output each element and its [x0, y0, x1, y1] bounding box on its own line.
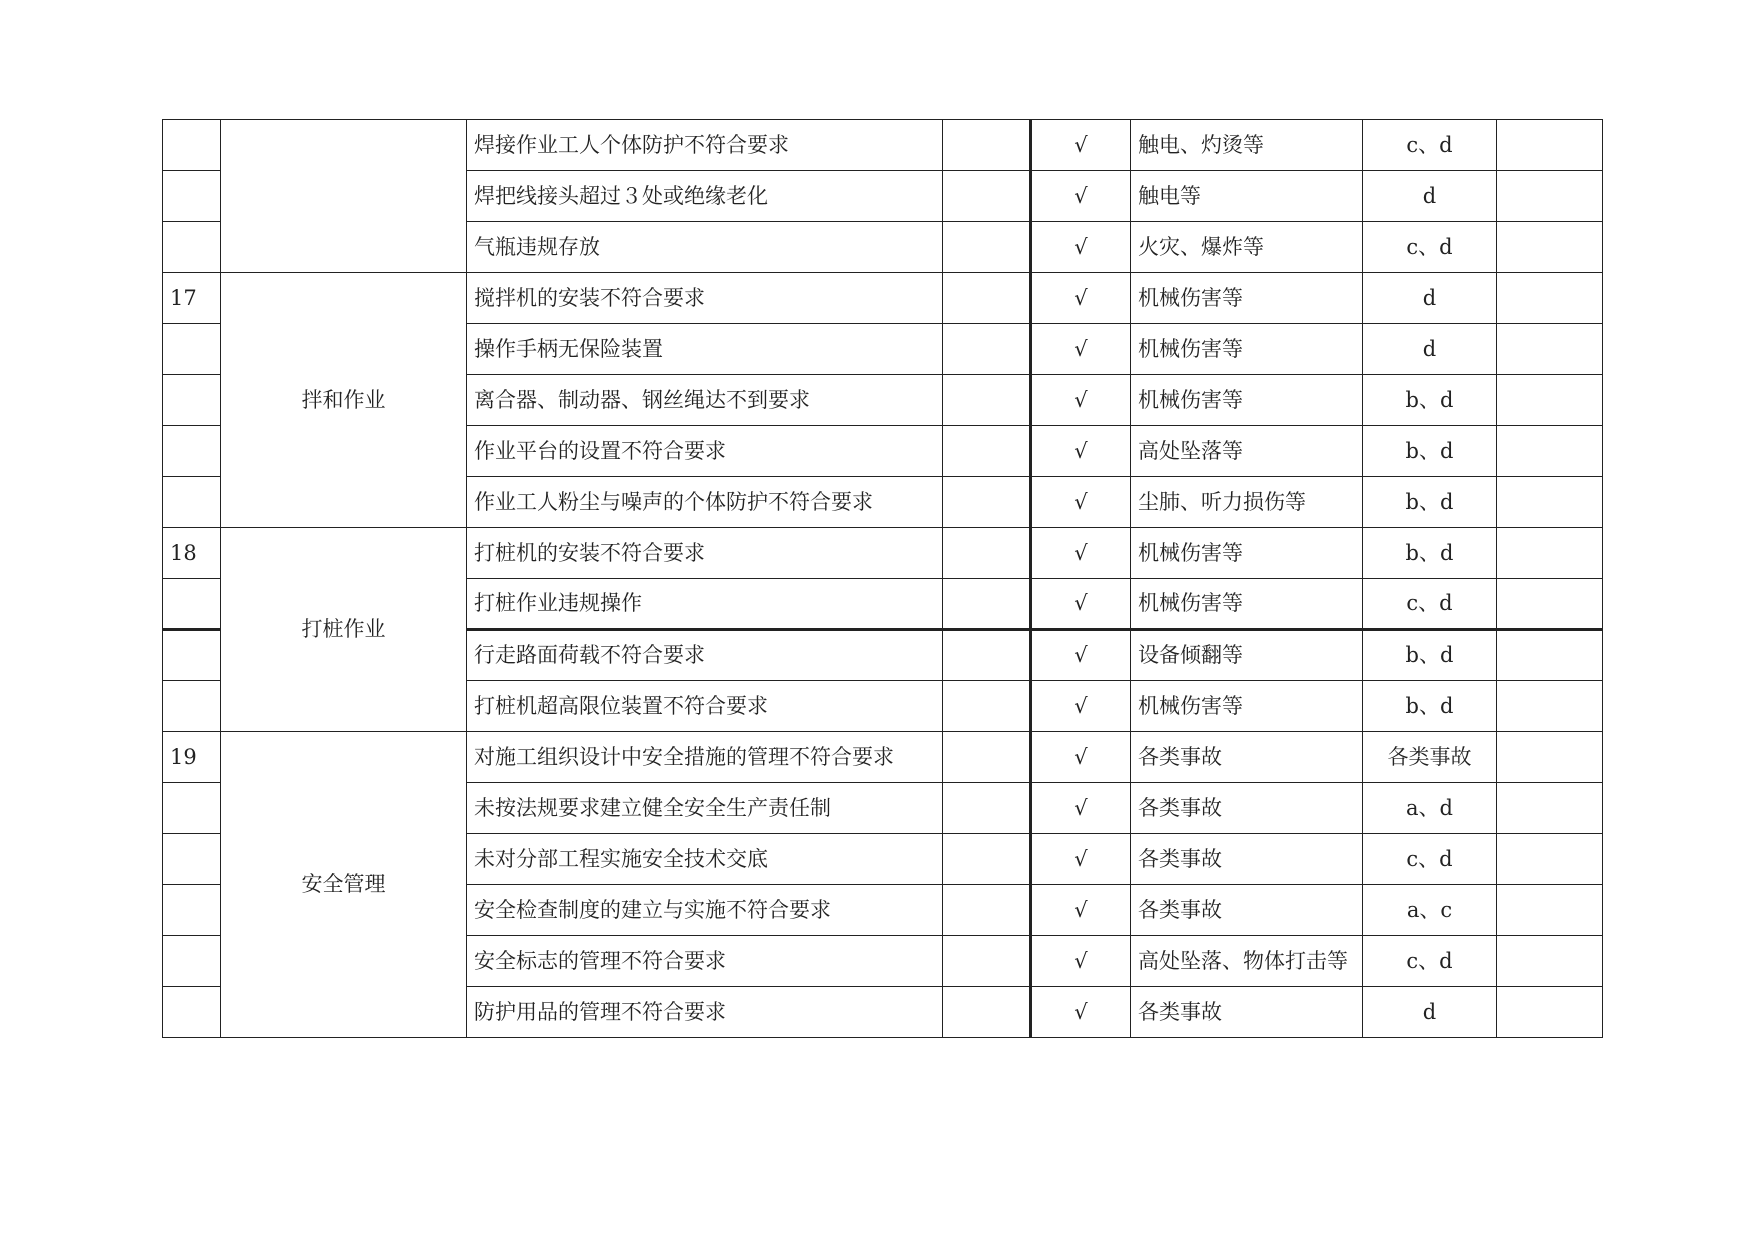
- remarks-cell: [1497, 222, 1603, 273]
- blank-cell: [943, 477, 1031, 528]
- hazard-description-cell: 对施工组织设计中安全措施的管理不符合要求: [467, 732, 943, 783]
- hazard-code-cell: c、d: [1363, 936, 1497, 987]
- check-mark-cell: √: [1031, 987, 1131, 1038]
- blank-cell: [943, 579, 1031, 630]
- row-number-cell: 17: [163, 273, 221, 324]
- table-row: [163, 732, 1603, 783]
- possible-accident-cell: 高处坠落等: [1131, 426, 1363, 477]
- table-row: [163, 120, 1603, 171]
- remarks-cell: [1497, 528, 1603, 579]
- check-mark-cell: √: [1031, 834, 1131, 885]
- check-mark-cell: √: [1031, 732, 1131, 783]
- hazard-description-cell: 安全检查制度的建立与实施不符合要求: [467, 885, 943, 936]
- check-mark-cell: √: [1031, 273, 1131, 324]
- possible-accident-cell: 设备倾翻等: [1131, 630, 1363, 681]
- row-number-cell: [163, 426, 221, 477]
- check-mark-cell: √: [1031, 120, 1131, 171]
- possible-accident-cell: 尘肺、听力损伤等: [1131, 477, 1363, 528]
- remarks-cell: [1497, 885, 1603, 936]
- hazard-description-cell: 焊把线接头超过３处或绝缘老化: [467, 171, 943, 222]
- possible-accident-cell: 触电、灼烫等: [1131, 120, 1363, 171]
- category-cell: 拌和作业: [221, 273, 467, 528]
- category-cell: 打桩作业: [221, 528, 467, 732]
- possible-accident-cell: 各类事故: [1131, 783, 1363, 834]
- hazard-description-cell: 未对分部工程实施安全技术交底: [467, 834, 943, 885]
- remarks-cell: [1497, 987, 1603, 1038]
- row-number-cell: [163, 834, 221, 885]
- hazard-code-cell: c、d: [1363, 222, 1497, 273]
- hazard-description-cell: 未按法规要求建立健全安全生产责任制: [467, 783, 943, 834]
- hazard-code-cell: c、d: [1363, 834, 1497, 885]
- check-mark-cell: √: [1031, 783, 1131, 834]
- possible-accident-cell: 机械伤害等: [1131, 375, 1363, 426]
- remarks-cell: [1497, 681, 1603, 732]
- blank-cell: [943, 783, 1031, 834]
- possible-accident-cell: 机械伤害等: [1131, 681, 1363, 732]
- row-number-cell: [163, 375, 221, 426]
- hazard-description-cell: 打桩作业违规操作: [467, 579, 943, 630]
- check-mark-cell: √: [1031, 171, 1131, 222]
- category-cell: 安全管理: [221, 732, 467, 1038]
- remarks-cell: [1497, 273, 1603, 324]
- blank-cell: [943, 936, 1031, 987]
- hazard-description-cell: 焊接作业工人个体防护不符合要求: [467, 120, 943, 171]
- blank-cell: [943, 987, 1031, 1038]
- row-number-cell: [163, 885, 221, 936]
- hazard-code-cell: 各类事故: [1363, 732, 1497, 783]
- possible-accident-cell: 触电等: [1131, 171, 1363, 222]
- hazard-code-cell: d: [1363, 324, 1497, 375]
- remarks-cell: [1497, 630, 1603, 681]
- hazard-table: [162, 119, 1603, 1038]
- remarks-cell: [1497, 375, 1603, 426]
- blank-cell: [943, 426, 1031, 477]
- hazard-description-cell: 气瓶违规存放: [467, 222, 943, 273]
- possible-accident-cell: 机械伤害等: [1131, 528, 1363, 579]
- check-mark-cell: √: [1031, 477, 1131, 528]
- hazard-description-cell: 安全标志的管理不符合要求: [467, 936, 943, 987]
- remarks-cell: [1497, 426, 1603, 477]
- blank-cell: [943, 630, 1031, 681]
- possible-accident-cell: 火灾、爆炸等: [1131, 222, 1363, 273]
- hazard-description-cell: 作业工人粉尘与噪声的个体防护不符合要求: [467, 477, 943, 528]
- possible-accident-cell: 高处坠落、物体打击等: [1131, 936, 1363, 987]
- possible-accident-cell: 各类事故: [1131, 987, 1363, 1038]
- hazard-code-cell: d: [1363, 171, 1497, 222]
- check-mark-cell: √: [1031, 681, 1131, 732]
- possible-accident-cell: 各类事故: [1131, 834, 1363, 885]
- check-mark-cell: √: [1031, 426, 1131, 477]
- blank-cell: [943, 885, 1031, 936]
- hazard-code-cell: a、d: [1363, 783, 1497, 834]
- check-mark-cell: √: [1031, 375, 1131, 426]
- hazard-code-cell: a、c: [1363, 885, 1497, 936]
- hazard-code-cell: c、d: [1363, 579, 1497, 630]
- row-number-cell: [163, 579, 221, 630]
- check-mark-cell: √: [1031, 630, 1131, 681]
- row-number-cell: [163, 783, 221, 834]
- remarks-cell: [1497, 477, 1603, 528]
- hazard-description-cell: 打桩机超高限位装置不符合要求: [467, 681, 943, 732]
- possible-accident-cell: 机械伤害等: [1131, 273, 1363, 324]
- blank-cell: [943, 171, 1031, 222]
- hazard-description-cell: 操作手柄无保险装置: [467, 324, 943, 375]
- check-mark-cell: √: [1031, 528, 1131, 579]
- hazard-code-cell: b、d: [1363, 375, 1497, 426]
- remarks-cell: [1497, 120, 1603, 171]
- row-number-cell: 18: [163, 528, 221, 579]
- remarks-cell: [1497, 732, 1603, 783]
- hazard-code-cell: b、d: [1363, 477, 1497, 528]
- hazard-code-cell: d: [1363, 987, 1497, 1038]
- hazard-code-cell: c、d: [1363, 120, 1497, 171]
- hazard-description-cell: 离合器、制动器、钢丝绳达不到要求: [467, 375, 943, 426]
- hazard-description-cell: 打桩机的安装不符合要求: [467, 528, 943, 579]
- blank-cell: [943, 324, 1031, 375]
- remarks-cell: [1497, 936, 1603, 987]
- row-number-cell: [163, 681, 221, 732]
- row-number-cell: [163, 987, 221, 1038]
- remarks-cell: [1497, 783, 1603, 834]
- blank-cell: [943, 834, 1031, 885]
- blank-cell: [943, 528, 1031, 579]
- row-number-cell: [163, 222, 221, 273]
- row-number-cell: [163, 477, 221, 528]
- check-mark-cell: √: [1031, 579, 1131, 630]
- possible-accident-cell: 各类事故: [1131, 732, 1363, 783]
- possible-accident-cell: 机械伤害等: [1131, 579, 1363, 630]
- possible-accident-cell: 机械伤害等: [1131, 324, 1363, 375]
- hazard-code-cell: b、d: [1363, 528, 1497, 579]
- check-mark-cell: √: [1031, 936, 1131, 987]
- hazard-table-body: [163, 120, 1603, 1038]
- row-number-cell: 19: [163, 732, 221, 783]
- table-row: [163, 273, 1603, 324]
- row-number-cell: [163, 630, 221, 681]
- check-mark-cell: √: [1031, 885, 1131, 936]
- row-number-cell: [163, 120, 221, 171]
- check-mark-cell: √: [1031, 324, 1131, 375]
- hazard-description-cell: 搅拌机的安装不符合要求: [467, 273, 943, 324]
- check-mark-cell: √: [1031, 222, 1131, 273]
- hazard-description-cell: 行走路面荷载不符合要求: [467, 630, 943, 681]
- row-number-cell: [163, 171, 221, 222]
- category-cell: [221, 120, 467, 273]
- table-row: [163, 528, 1603, 579]
- hazard-code-cell: b、d: [1363, 681, 1497, 732]
- blank-cell: [943, 222, 1031, 273]
- possible-accident-cell: 各类事故: [1131, 885, 1363, 936]
- remarks-cell: [1497, 171, 1603, 222]
- blank-cell: [943, 681, 1031, 732]
- row-number-cell: [163, 936, 221, 987]
- remarks-cell: [1497, 834, 1603, 885]
- blank-cell: [943, 273, 1031, 324]
- hazard-code-cell: d: [1363, 273, 1497, 324]
- blank-cell: [943, 120, 1031, 171]
- row-number-cell: [163, 324, 221, 375]
- remarks-cell: [1497, 324, 1603, 375]
- hazard-description-cell: 作业平台的设置不符合要求: [467, 426, 943, 477]
- blank-cell: [943, 375, 1031, 426]
- remarks-cell: [1497, 579, 1603, 630]
- hazard-code-cell: b、d: [1363, 426, 1497, 477]
- hazard-code-cell: b、d: [1363, 630, 1497, 681]
- blank-cell: [943, 732, 1031, 783]
- hazard-description-cell: 防护用品的管理不符合要求: [467, 987, 943, 1038]
